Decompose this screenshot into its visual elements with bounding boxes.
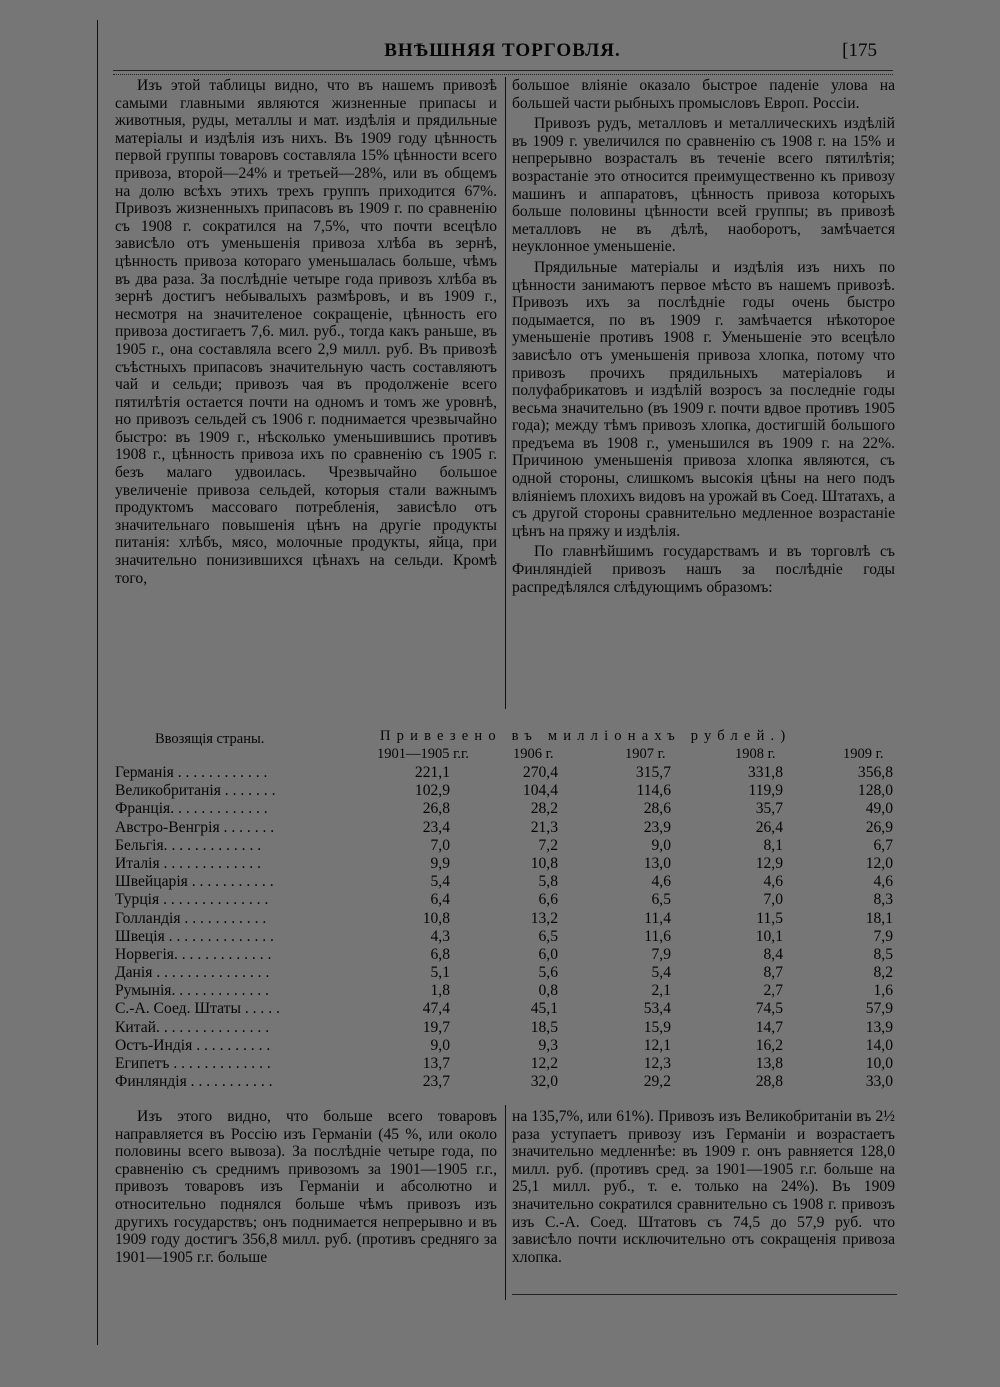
paragraph-continuation: большое вліяніе оказало быстрое паденіе улова на большей части рыбныхъ промысловъ Европ. Россіи. bbox=[512, 77, 895, 112]
table-cell: 28,6 bbox=[643, 800, 671, 818]
table-cell: 4,6 bbox=[651, 873, 671, 891]
country-name bbox=[115, 946, 271, 964]
table-cell: 221,1 bbox=[414, 764, 450, 781]
table-cell: 49,0 bbox=[865, 800, 893, 818]
table-cell: 7,2 bbox=[538, 836, 558, 854]
country-label: Италія bbox=[115, 854, 160, 872]
dot-leader: . . . . . . . . . . . . . . . bbox=[152, 964, 270, 982]
table-cell: 13,0 bbox=[643, 854, 671, 872]
country-label: Голландія bbox=[115, 909, 181, 927]
table-row bbox=[115, 946, 897, 964]
table-cell: 7,0 bbox=[430, 836, 450, 854]
table-cell: 9,0 bbox=[430, 1036, 450, 1054]
table-cell: 9,9 bbox=[430, 854, 450, 872]
table-cell: 21,3 bbox=[530, 818, 558, 836]
country-name bbox=[115, 837, 261, 855]
dot-leader: . . . . . . . . . . . . . . bbox=[164, 927, 274, 945]
table-cell: 6,6 bbox=[538, 891, 558, 909]
bottom-rule bbox=[512, 1294, 897, 1295]
table-cell: 13,2 bbox=[530, 909, 558, 927]
table-cell: 6,7 bbox=[873, 836, 893, 854]
table-cell: 128,0 bbox=[857, 782, 893, 800]
table-cell: 5,1 bbox=[430, 964, 450, 982]
dot-leader: . . . . . . . . . . . bbox=[186, 1073, 273, 1091]
paragraph: Прядильные матеріалы и издѣлія изъ нихъ по цѣнности занимаютъ первое мѣсто въ нашемъ привозѣ. Привозъ ихъ за послѣдніе годы очень быстро подымается, по въ 1909 г. замѣчается нѣкоторое уменьшеніе противъ 1908 г. Уменьшеніе это всецѣло зависѣло отъ уменьшенія привоза хлопка, потому что привозъ прочихъ прядильныхъ матеріаловъ и полуфабрикатовъ и издѣлій возросъ за последніе годы весьма значительно (въ 1909 г. почти вдвое противъ 1905 года); между тѣмъ привозъ хлопка, достигшій большого предъема въ 1908 г., уменьшился въ 1909 г. на 22%. Причиною уменьшенія привоза хлопка являются, съ одной стороны, слишкомъ высокія цѣны на него подъ вліяніемъ плохихъ видовъ на урожай въ Соед. Штатахъ, а съ другой стороны сравнительно медленное возрастаніе цѣнъ на пряжу и издѣлія. bbox=[512, 258, 895, 540]
country-name bbox=[115, 1019, 269, 1037]
table-cell: 5,4 bbox=[651, 964, 671, 982]
year-header: 1907 г. bbox=[625, 746, 666, 762]
table-cell: 2,7 bbox=[763, 982, 783, 1000]
table-cell: 6,8 bbox=[430, 945, 450, 963]
country-label: Бельгія bbox=[115, 836, 164, 854]
table-cell: 47,4 bbox=[422, 1000, 450, 1018]
table-cell: 4,6 bbox=[763, 873, 783, 891]
table-cell: 53,4 bbox=[643, 1000, 671, 1018]
table-cell: 6,5 bbox=[651, 891, 671, 909]
table-cell: 12,1 bbox=[643, 1036, 671, 1054]
table-row bbox=[115, 855, 897, 873]
table-row bbox=[115, 782, 897, 800]
country-name bbox=[115, 1000, 280, 1018]
country-name bbox=[115, 982, 269, 1000]
table-cell: 23,7 bbox=[422, 1073, 450, 1091]
table-cell: 11,6 bbox=[644, 927, 671, 945]
table-cell: 23,9 bbox=[643, 818, 671, 836]
page-number: [175 bbox=[842, 40, 877, 61]
table-cell: 26,4 bbox=[755, 818, 783, 836]
country-name bbox=[115, 873, 274, 891]
table-cell: 8,5 bbox=[873, 945, 893, 963]
table-cell: 8,3 bbox=[873, 891, 893, 909]
table-row bbox=[115, 800, 897, 818]
country-name bbox=[115, 910, 266, 928]
dot-leader: . . . . . . . . . . . . . bbox=[170, 800, 268, 818]
table-cell: 119,9 bbox=[748, 782, 783, 800]
table-row bbox=[115, 910, 897, 928]
table-cell: 26,9 bbox=[865, 818, 893, 836]
import-table bbox=[115, 728, 897, 1091]
table-cell: 10,0 bbox=[865, 1055, 893, 1072]
table-cell: 6,5 bbox=[538, 927, 558, 945]
paragraph: По главнѣйшимъ государствамъ и въ торговлѣ съ Финляндіей привозъ нашъ за послѣдніе годы распредѣлялся слѣдующимъ образомъ: bbox=[512, 543, 895, 596]
table-row bbox=[115, 764, 897, 782]
table-cell: 45,1 bbox=[530, 1000, 558, 1018]
country-label: Швейцарія bbox=[115, 873, 188, 891]
year-header: 1908 г. bbox=[735, 746, 776, 762]
country-label: Египетъ bbox=[115, 1055, 170, 1072]
right-column-bottom bbox=[512, 1108, 895, 1303]
country-label: С.-А. Соед. Штаты bbox=[115, 1000, 241, 1018]
table-cell: 6,4 bbox=[430, 891, 450, 909]
country-name bbox=[115, 891, 268, 909]
running-header bbox=[110, 40, 895, 68]
left-column-bottom bbox=[115, 1108, 497, 1303]
table-cell: 13,9 bbox=[865, 1018, 893, 1036]
table-cell: 4,3 bbox=[430, 927, 450, 945]
table-cell: 14,0 bbox=[865, 1036, 893, 1054]
table-cell: 331,8 bbox=[747, 764, 783, 781]
dot-leader: . . . . . . . . . . bbox=[192, 1036, 271, 1054]
paragraph: Изъ этого видно, что больше всего товаровъ направляется въ Россію изъ Германіи (45 %, или около половины всего вывоза). За послѣдніе четыре года, по сравненію съ среднимъ привозомъ за 1901—1905 г.г., привозъ товаровъ изъ Германіи и абсолютно и относительно поднялся больше чѣмъ привозъ изъ другихъ государствъ; онъ поднимается непрерывно и въ 1909 году достигъ 356,8 милл. руб. (противъ средняго за 1901—1905 г.г. больше bbox=[115, 1108, 497, 1266]
table-cell: 10,1 bbox=[755, 927, 783, 945]
right-column-top bbox=[512, 77, 895, 707]
table-cell: 0,8 bbox=[538, 982, 558, 1000]
table-cell: 8,2 bbox=[873, 964, 893, 982]
table-row bbox=[115, 873, 897, 891]
table-cell: 1,6 bbox=[873, 982, 893, 1000]
table-cell: 14,7 bbox=[755, 1018, 783, 1036]
country-name bbox=[115, 800, 268, 818]
dot-leader: . . . . . . . . . . . bbox=[180, 909, 267, 927]
country-label: Финляндія bbox=[115, 1073, 187, 1091]
table-cell: 6,0 bbox=[538, 945, 558, 963]
table-cell: 8,1 bbox=[763, 836, 783, 854]
table-cell: 74,5 bbox=[755, 1000, 783, 1018]
dot-leader: . . . . . . . . . . . . . bbox=[169, 1055, 271, 1072]
country-name bbox=[115, 782, 275, 800]
page-title: ВНѢШНЯЯ ТОРГОВЛЯ. bbox=[384, 40, 621, 61]
table-cell: 7,0 bbox=[763, 891, 783, 909]
table-cell: 104,4 bbox=[522, 782, 558, 800]
table-cell: 57,9 bbox=[865, 1000, 893, 1018]
table-row bbox=[115, 1073, 897, 1091]
column-divider bbox=[505, 1105, 506, 1300]
dot-leader: . . . . . . . . . . . . . . . bbox=[156, 1018, 270, 1036]
dot-leader: . . . . . . . . . . . bbox=[187, 873, 274, 891]
table-cell: 4,6 bbox=[873, 873, 893, 891]
country-name bbox=[115, 1037, 270, 1055]
dot-leader: . . . . . bbox=[240, 1000, 280, 1018]
table-cell: 26,8 bbox=[422, 800, 450, 818]
page-left-border bbox=[97, 20, 98, 1345]
table-cell: 15,9 bbox=[643, 1018, 671, 1036]
table-row bbox=[115, 1000, 897, 1018]
country-name bbox=[115, 1073, 273, 1091]
paragraph-continuation: на 135,7%, или 61%). Привозъ изъ Великобританіи въ 2½ раза уступаетъ привозу изъ Германіи и возрастаетъ значительно медленнѣе: въ 1909 г. онъ равняется 128,0 милл. руб. (противъ сред. за 1901—1905 г.г. больше на 25,1 милл. руб., т. е. только на 24%). Въ 1909 значительно сократился сравнительно съ 1908 г. привозъ изъ С.-А. Соед. Штатовъ съ 74,5 до 57,9 руб. что зависѣло почти исключительно отъ сокращенія привоза хлопка. bbox=[512, 1108, 895, 1266]
dot-leader: . . . . . . . . . . . . . bbox=[173, 945, 272, 963]
table-cell: 12,3 bbox=[643, 1055, 671, 1072]
table-cell: 13,8 bbox=[755, 1055, 783, 1072]
table-cell: 11,4 bbox=[644, 909, 671, 927]
table-cell: 19,7 bbox=[422, 1018, 450, 1036]
table-cell: 7,9 bbox=[873, 927, 893, 945]
table-cell: 13,7 bbox=[422, 1055, 450, 1072]
year-header: 1909 г. bbox=[843, 746, 884, 762]
country-label: Австро-Венгрія bbox=[115, 818, 220, 836]
table-cell: 5,6 bbox=[538, 964, 558, 982]
table-cell: 28,2 bbox=[530, 800, 558, 818]
dot-leader: . . . . . . . bbox=[219, 818, 275, 836]
table-cell: 12,0 bbox=[865, 854, 893, 872]
country-label: Остъ-Индія bbox=[115, 1036, 193, 1054]
table-cell: 32,0 bbox=[530, 1073, 558, 1091]
table-cell: 9,0 bbox=[651, 836, 671, 854]
table-row bbox=[115, 964, 897, 982]
table-row bbox=[115, 928, 897, 946]
table-cell: 10,8 bbox=[422, 909, 450, 927]
table-row bbox=[115, 982, 897, 1000]
table-cell: 16,2 bbox=[755, 1036, 783, 1054]
table-header bbox=[115, 728, 897, 764]
table-cell: 29,2 bbox=[643, 1073, 671, 1091]
country-name bbox=[115, 819, 274, 837]
country-name bbox=[115, 764, 267, 782]
table-cell: 102,9 bbox=[414, 782, 450, 800]
table-cell: 7,9 bbox=[651, 945, 671, 963]
header-rule bbox=[113, 70, 893, 75]
table-row bbox=[115, 1037, 897, 1055]
year-header: 1901—1905 г.г. bbox=[377, 746, 469, 762]
left-column-top bbox=[115, 77, 497, 707]
table-row bbox=[115, 891, 897, 909]
table-cell: 28,8 bbox=[755, 1073, 783, 1091]
table-cell: 23,4 bbox=[422, 818, 450, 836]
paragraph: Изъ этой таблицы видно, что въ нашемъ привозѣ самыми главными являются жизненные припасы и животныя, руды, металлы и мат. издѣлія и прядильные матеріалы и издѣлія изъ нихъ. Въ 1909 году цѣнность первой группы товаровъ составляла 15% цѣнности всего привоза, второй—24% и третьей—28%, или въ общемъ на долю всѣхъ этихъ трехъ группъ приходится 67%. Привозъ жизненныхъ припасовъ въ 1909 г. по сравненію съ 1908 г. сократился на 7,5%, что почти всецѣло зависѣло отъ уменьшенія привоза хлѣба въ зернѣ, цѣнность привоза котораго уменьшалась больше, чѣмъ въ два раза. За послѣдніе четыре года привозъ хлѣба въ зернѣ достигъ небывалыхъ размѣровъ, и въ 1909 г., несмотря на значителеное сокращеніе, цѣнность его привоза достигаетъ 7,6. мил. руб., тогда какъ раньше, въ 1905 г., она составляла всего 2,9 милл. руб. Въ привозѣ съѣстныхъ припасовъ значительную часть составляютъ чай и сельди; привозъ чая въ продолженіе всего пятилѣтія остается почти на одномъ и томъ же уровнѣ, но привозъ сельдей съ 1906 г. поднимается чрезвычайно быстро: въ 1909 г., нѣсколько уменьшившись противъ 1908 г., цѣнность привоза ихъ по сравненію съ 1905 г. безъ малаго удвоилась. Чрезвычайно большое увеличеніе привоза сельдей, которыя стали важнымъ продуктомъ массоваго потребленія, зависѣло отъ значительнаго повышенія цѣнъ на другіе продукты питанія: хлѣбъ, мясо, молочные продукты, яйца, при значительно понизившихся цѣнахъ на сельди. Кромѣ того, bbox=[115, 77, 497, 587]
table-cell: 356,8 bbox=[857, 764, 893, 781]
dot-leader: . . . . . . . . . . . . . bbox=[171, 982, 269, 1000]
table-cell: 8,4 bbox=[763, 945, 783, 963]
country-name bbox=[115, 928, 274, 946]
dot-leader: . . . . . . . . . . . . . bbox=[159, 854, 261, 872]
table-cell: 10,8 bbox=[530, 854, 558, 872]
table-cell: 5,4 bbox=[430, 873, 450, 891]
values-group-header: Привезено въ милліонахъ рублей.) bbox=[380, 728, 792, 744]
table-cell: 35,7 bbox=[755, 800, 783, 818]
country-label: Данія bbox=[115, 964, 153, 982]
table-cell: 2,1 bbox=[651, 982, 671, 1000]
table-body bbox=[115, 764, 897, 1091]
table-cell: 18,1 bbox=[865, 909, 893, 927]
country-name bbox=[115, 1055, 271, 1073]
dot-leader: . . . . . . . . . . . . . . bbox=[159, 891, 269, 909]
country-name bbox=[115, 855, 261, 873]
table-cell: 12,2 bbox=[530, 1055, 558, 1072]
dot-leader: . . . . . . . bbox=[220, 782, 276, 800]
table-cell: 12,9 bbox=[755, 854, 783, 872]
table-cell: 1,8 bbox=[430, 982, 450, 1000]
table-cell: 18,5 bbox=[530, 1018, 558, 1036]
country-label: Германія bbox=[115, 764, 174, 781]
country-name bbox=[115, 964, 269, 982]
table-cell: 11,5 bbox=[756, 909, 783, 927]
country-label: Норвегія bbox=[115, 945, 174, 963]
table-cell: 114,6 bbox=[636, 782, 671, 800]
table-row bbox=[115, 819, 897, 837]
country-label: Румынія bbox=[115, 982, 172, 1000]
year-header: 1906 г. bbox=[513, 746, 554, 762]
table-cell: 33,0 bbox=[865, 1073, 893, 1091]
country-column-header: Ввозящія страны. bbox=[155, 731, 265, 747]
country-label: Турція bbox=[115, 891, 160, 909]
country-label: Китай bbox=[115, 1018, 157, 1036]
column-divider bbox=[505, 77, 506, 709]
table-row bbox=[115, 1019, 897, 1037]
country-label: Великобританія bbox=[115, 782, 221, 800]
dot-leader: . . . . . . . . . . . . bbox=[173, 764, 268, 781]
paragraph: Привозъ рудъ, металловъ и металлическихъ издѣлій въ 1909 г. увеличился по сравненію съ 1908 г. на 15% и непрерывно возрасталъ въ теченіе всего пятилѣтія; возрастаніе это относится преимущественно къ привозу машинъ и аппаратовъ, цѣнность привоза которыхъ больше половины цѣнности всей группы; въ привозѣ металловъ не въ дѣлѣ, наоборотъ, замѣчается неуклонное уменьшеніе. bbox=[512, 115, 895, 256]
table-row bbox=[115, 837, 897, 855]
country-label: Франція bbox=[115, 800, 171, 818]
table-cell: 5,8 bbox=[538, 873, 558, 891]
table-cell: 315,7 bbox=[635, 764, 671, 781]
table-cell: 8,7 bbox=[763, 964, 783, 982]
table-row bbox=[115, 1055, 897, 1073]
table-cell: 9,3 bbox=[538, 1036, 558, 1054]
table-cell: 270,4 bbox=[522, 764, 558, 781]
country-label: Швеція bbox=[115, 927, 165, 945]
dot-leader: . . . . . . . . . . . . . bbox=[163, 836, 262, 854]
